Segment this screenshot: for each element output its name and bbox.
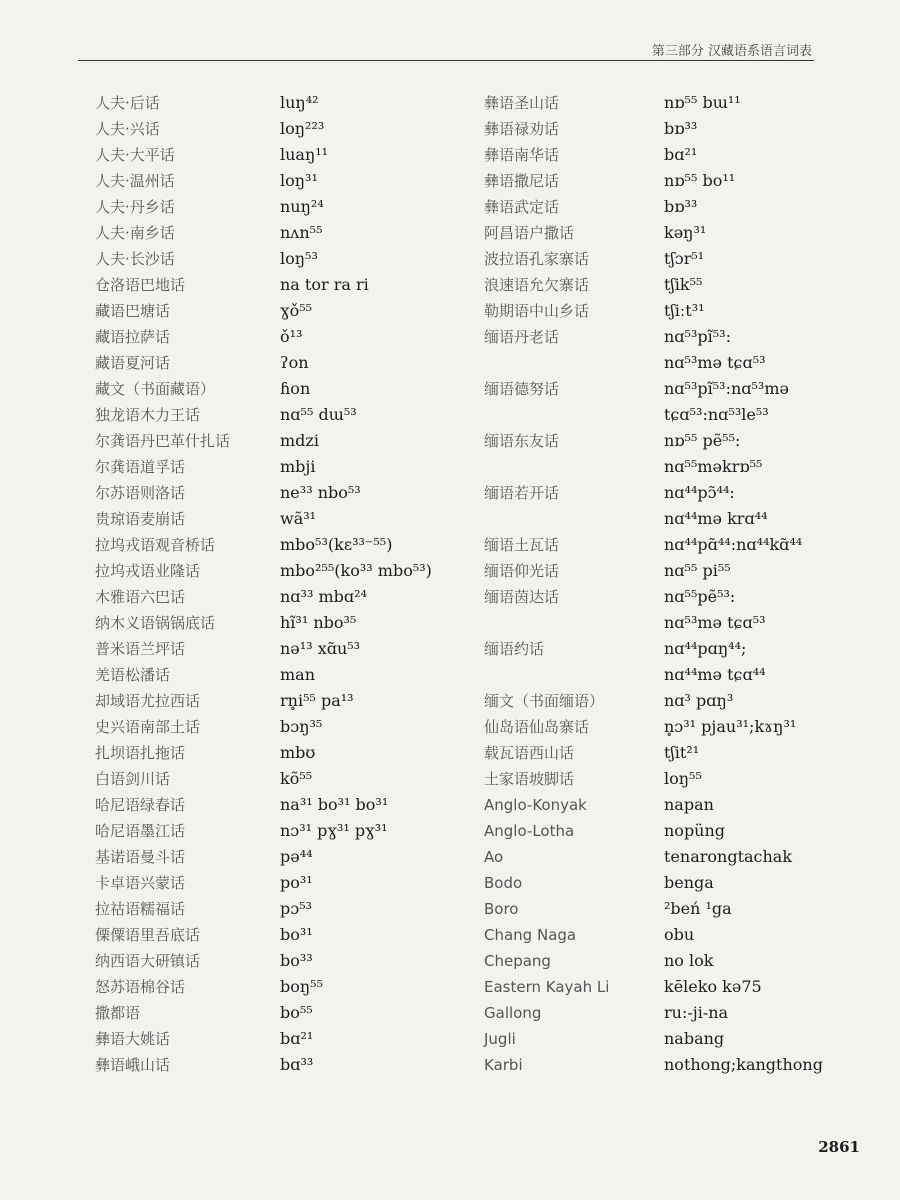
word-form: mbo²⁵⁵(ko³³ mbo⁵³) (280, 561, 432, 580)
word-form: nuŋ²⁴ (280, 197, 324, 216)
word-form: bɑ²¹ (664, 145, 698, 164)
word-form: mbo⁵³(kɛ³³⁻⁵⁵) (280, 535, 393, 554)
dialect-name: 尔龚语道孚话 (95, 458, 186, 476)
dialect-name: 缅语仰光话 (484, 562, 560, 580)
word-form: benga (664, 873, 714, 892)
word-form: rn̥i⁵⁵ pa¹³ (280, 691, 354, 710)
dialect-name: 尔龚语丹巴革什扎话 (95, 432, 231, 450)
dialect-name: Anglo-Lotha (484, 822, 575, 840)
dialect-name: 傈僳语里吾底话 (95, 926, 201, 944)
dialect-name: 独龙语木力王话 (95, 406, 201, 424)
word-form: bo³¹ (280, 925, 313, 944)
dialect-name: 藏语拉萨话 (95, 328, 171, 346)
dialect-name: 缅语德努话 (484, 380, 560, 398)
dialect-name: 缅语若开话 (484, 484, 560, 502)
dialect-name (484, 350, 659, 376)
word-form: wã³¹ (280, 509, 317, 528)
word-form: obu (664, 925, 695, 944)
dialect-name: 缅语土瓦话 (484, 536, 560, 554)
dialect-name: 缅语东友话 (484, 432, 560, 450)
word-form: ne³³ nbo⁵³ (280, 483, 361, 502)
word-form: tʃiːt³¹ (664, 301, 705, 320)
dialect-name (484, 662, 659, 688)
dialect-name: 彝语峨山话 (95, 1056, 171, 1074)
dialect-name: 人夫·后话 (95, 94, 160, 112)
word-form: ru:-ji-na (664, 1003, 729, 1022)
dialect-name: 藏语巴塘话 (95, 302, 171, 320)
dialect-name: Jugli (484, 1030, 516, 1048)
dialect-name: 哈尼语墨江话 (95, 822, 186, 840)
dialect-name (484, 506, 659, 532)
word-form: nɑ⁴⁴pɑŋ⁴⁴; (664, 639, 747, 658)
word-form: nɑ⁵³pĩ⁵³: (664, 327, 731, 346)
dialect-name: Boro (484, 900, 519, 918)
word-form: nɑ³ pɑŋ³ (664, 691, 734, 710)
dialect-name: 纳西语大研镇话 (95, 952, 201, 970)
dialect-name (484, 610, 659, 636)
dialect-name: Ao (484, 848, 504, 866)
word-form: hĩ³¹ nbo³⁵ (280, 613, 357, 632)
word-form: na tor ra ri (280, 275, 369, 294)
dialect-name: 拉祜语糯福话 (95, 900, 186, 918)
word-form: mbʊ (280, 743, 316, 762)
dialect-name: 哈尼语绿春话 (95, 796, 186, 814)
word-form: pə⁴⁴ (280, 847, 313, 866)
dialect-name: 彝语武定话 (484, 198, 560, 216)
dialect-name (484, 402, 659, 428)
dialect-name: 史兴语南部土话 (95, 718, 201, 736)
dialect-name: 人夫·大平话 (95, 146, 175, 164)
word-form: nɑ⁵⁵ dɯ⁵³ (280, 405, 357, 424)
dialect-name: Chang Naga (484, 926, 577, 944)
dialect-name: 缅语约话 (484, 640, 545, 658)
word-form: boŋ⁵⁵ (280, 977, 324, 996)
word-form: no lok (664, 951, 714, 970)
word-form: luaŋ¹¹ (280, 145, 329, 164)
dialect-name: 木雅语六巴话 (95, 588, 186, 606)
dialect-name: 扎坝语扎拖话 (95, 744, 186, 762)
word-form: nɑ⁵⁵pẽ⁵³: (664, 587, 736, 606)
dialect-name: Anglo-Konyak (484, 796, 587, 814)
dialect-name: Bodo (484, 874, 523, 892)
word-form: ʔon (280, 353, 309, 372)
dialect-name: 贵琼语麦崩话 (95, 510, 186, 528)
dialect-name: 人夫·长沙话 (95, 250, 175, 268)
word-form: nɑ⁵³mə tɕɑ⁵³ (664, 353, 766, 372)
left-dialect-column (95, 90, 280, 1078)
dialect-name: 阿昌语户撒话 (484, 224, 575, 242)
word-form: nə¹³ xɑ̃u⁵³ (280, 639, 361, 658)
left-form-column (280, 90, 490, 1078)
right-form-column (664, 90, 864, 1078)
page-number: 2861 (818, 1138, 860, 1156)
dialect-name: 拉坞戎语观音桥话 (95, 536, 216, 554)
dialect-name: 彝语大姚话 (95, 1030, 171, 1048)
word-form: kəŋ³¹ (664, 223, 707, 242)
word-form: bɑ³³ (280, 1055, 314, 1074)
word-form: pɔ⁵³ (280, 899, 313, 918)
word-form: nɒ⁵⁵ bo¹¹ (664, 171, 736, 190)
dialect-name: 藏文（书面藏语） (95, 380, 216, 398)
dialect-name: 拉坞戎语业隆话 (95, 562, 201, 580)
word-form: n̥ɔ³¹ pjau³¹;kɤŋ³¹ (664, 717, 797, 736)
word-form: po³¹ (280, 873, 313, 892)
word-form: bɒ³³ (664, 197, 698, 216)
word-form: nɑ⁵³pĩ⁵³:nɑ⁵³mə (664, 379, 789, 398)
word-form: nɑ⁴⁴pɔ̃⁴⁴: (664, 483, 735, 502)
dialect-name: 纳木义语锅锅底话 (95, 614, 216, 632)
dialect-name: 彝语南华话 (484, 146, 560, 164)
word-form: nothong;kangthong (664, 1055, 823, 1074)
dialect-name: 普米语兰坪话 (95, 640, 186, 658)
word-form: tʃit²¹ (664, 743, 700, 762)
right-dialect-column (484, 90, 659, 1078)
word-form: man (280, 665, 316, 684)
dialect-name: 彝语禄劝话 (484, 120, 560, 138)
dialect-name: 人夫·丹乡话 (95, 198, 175, 216)
word-form: ǒ¹³ (280, 327, 303, 346)
dialect-name: 白语剑川话 (95, 770, 171, 788)
word-form: kēleko kə75 (664, 977, 762, 996)
word-form: kõ⁵⁵ (280, 769, 313, 788)
word-form: mdzi (280, 431, 319, 450)
dialect-name: 浪速语允欠寨话 (484, 276, 590, 294)
word-form: tʃik⁵⁵ (664, 275, 703, 294)
word-form: luŋ⁴² (280, 93, 319, 112)
word-form: tʃɔr⁵¹ (664, 249, 705, 268)
word-form: nabang (664, 1029, 725, 1048)
word-form: napan (664, 795, 714, 814)
word-form: loŋ³¹ (280, 171, 318, 190)
word-form: ²beń ¹ga (664, 899, 732, 918)
dialect-name: 波拉语孔家寨话 (484, 250, 590, 268)
dialect-name (484, 454, 659, 480)
word-form: tenarongtachak (664, 847, 793, 866)
word-form: tɕɑ⁵³:nɑ⁵³le⁵³ (664, 405, 769, 424)
word-form: nɑ⁴⁴mə krɑ⁴⁴ (664, 509, 768, 528)
dialect-name: 人夫·南乡话 (95, 224, 175, 242)
dialect-name: 却域语尤拉西话 (95, 692, 201, 710)
dialect-name: 彝语撒尼话 (484, 172, 560, 190)
word-form: nɑ³³ mbɑ²⁴ (280, 587, 367, 606)
dialect-name: Karbi (484, 1056, 523, 1074)
word-form: nopüng (664, 821, 726, 840)
word-form: nɑ⁴⁴mə tɕɑ⁴⁴ (664, 665, 766, 684)
dialect-name: 载瓦语西山话 (484, 744, 575, 762)
word-form: nɔ³¹ pɣ³¹ pɣ³¹ (280, 821, 388, 840)
dialect-name: 人夫·温州话 (95, 172, 175, 190)
word-form: ɣǒ⁵⁵ (280, 301, 313, 320)
word-form: loŋ⁵³ (280, 249, 318, 268)
word-form: na³¹ bo³¹ bo³¹ (280, 795, 389, 814)
word-form: nɑ⁴⁴pɑ̃⁴⁴:nɑ⁴⁴kɑ̃⁴⁴ (664, 535, 803, 554)
running-header: 第三部分 汉藏语系语言词表 (651, 44, 812, 59)
dialect-name: 土家语坡脚话 (484, 770, 575, 788)
word-form: bɒ³³ (664, 119, 698, 138)
dialect-name: Eastern Kayah Li (484, 978, 610, 996)
dialect-name: Chepang (484, 952, 551, 970)
word-form: nɑ⁵⁵məkrɒ⁵⁵ (664, 457, 763, 476)
word-form: ɦon (280, 379, 311, 398)
word-form: nɑ⁵³mə tɕɑ⁵³ (664, 613, 766, 632)
word-form: nʌn⁵⁵ (280, 223, 323, 242)
dialect-name: 羌语松潘话 (95, 666, 171, 684)
dialect-name: 卡卓语兴蒙话 (95, 874, 186, 892)
header-rule (78, 60, 814, 61)
dialect-name: Gallong (484, 1004, 542, 1022)
word-form: bo³³ (280, 951, 313, 970)
word-form: bɑ²¹ (280, 1029, 314, 1048)
dialect-name: 缅文（书面缅语） (484, 692, 605, 710)
word-form: nɒ⁵⁵ bɯ¹¹ (664, 93, 741, 112)
word-form: nɒ⁵⁵ pẽ⁵⁵: (664, 431, 741, 450)
dialect-name: 藏语夏河话 (95, 354, 171, 372)
word-form: loŋ⁵⁵ (664, 769, 702, 788)
word-form: nɑ⁵⁵ pi⁵⁵ (664, 561, 731, 580)
word-form: bɔŋ³⁵ (280, 717, 323, 736)
dialect-name: 撒都语 (95, 1004, 141, 1022)
dialect-name: 缅语丹老话 (484, 328, 560, 346)
dialect-name: 仓洛语巴地话 (95, 276, 186, 294)
dialect-name: 人夫·兴话 (95, 120, 160, 138)
dialect-name: 怒苏语棉谷话 (95, 978, 186, 996)
word-form: mbji (280, 457, 316, 476)
word-form: loŋ²²³ (280, 119, 325, 138)
dialect-name: 仙岛语仙岛寨话 (484, 718, 590, 736)
dialect-name: 基诺语曼斗话 (95, 848, 186, 866)
dialect-name: 缅语茵达话 (484, 588, 560, 606)
dialect-name: 勒期语中山乡话 (484, 302, 590, 320)
word-form: bo⁵⁵ (280, 1003, 313, 1022)
dialect-name: 彝语圣山话 (484, 94, 560, 112)
dialect-name: 尔苏语则洛话 (95, 484, 186, 502)
